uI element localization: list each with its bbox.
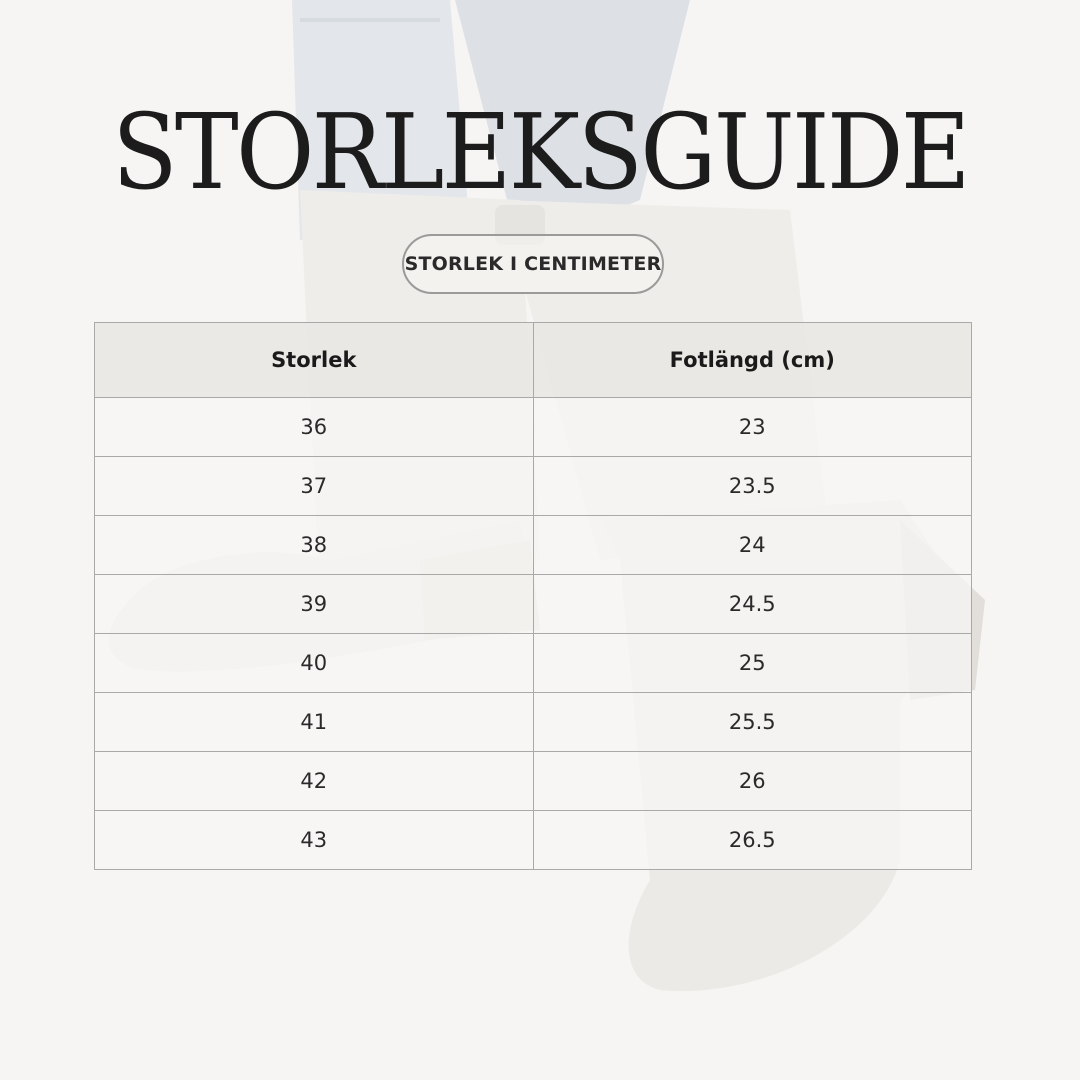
- foot-length-cell: 24: [533, 516, 972, 575]
- size-cell: 42: [95, 752, 534, 811]
- foot-length-cell: 25.5: [533, 693, 972, 752]
- unit-badge: STORLEK I CENTIMETER: [402, 234, 664, 294]
- foot-length-cell: 23.5: [533, 457, 972, 516]
- size-cell: 41: [95, 693, 534, 752]
- size-cell: 36: [95, 398, 534, 457]
- table-row: [95, 634, 972, 693]
- size-cell: 43: [95, 811, 534, 870]
- size-table: [94, 322, 972, 870]
- column-header-foot-length: Fotlängd (cm): [533, 323, 972, 398]
- size-cell: 40: [95, 634, 534, 693]
- foot-length-cell: 23: [533, 398, 972, 457]
- size-cell: 37: [95, 457, 534, 516]
- table-header-row: [95, 323, 972, 398]
- table-row: [95, 693, 972, 752]
- table-row: [95, 457, 972, 516]
- size-cell: 38: [95, 516, 534, 575]
- foot-length-cell: 25: [533, 634, 972, 693]
- column-header-size: Storlek: [95, 323, 534, 398]
- table-row: [95, 811, 972, 870]
- table-row: [95, 575, 972, 634]
- page-title: STORLEKSGUIDE: [112, 91, 968, 213]
- foot-length-cell: 26: [533, 752, 972, 811]
- table-row: [95, 516, 972, 575]
- table-row: [95, 752, 972, 811]
- size-cell: 39: [95, 575, 534, 634]
- foot-length-cell: 24.5: [533, 575, 972, 634]
- table-row: [95, 398, 972, 457]
- foot-length-cell: 26.5: [533, 811, 972, 870]
